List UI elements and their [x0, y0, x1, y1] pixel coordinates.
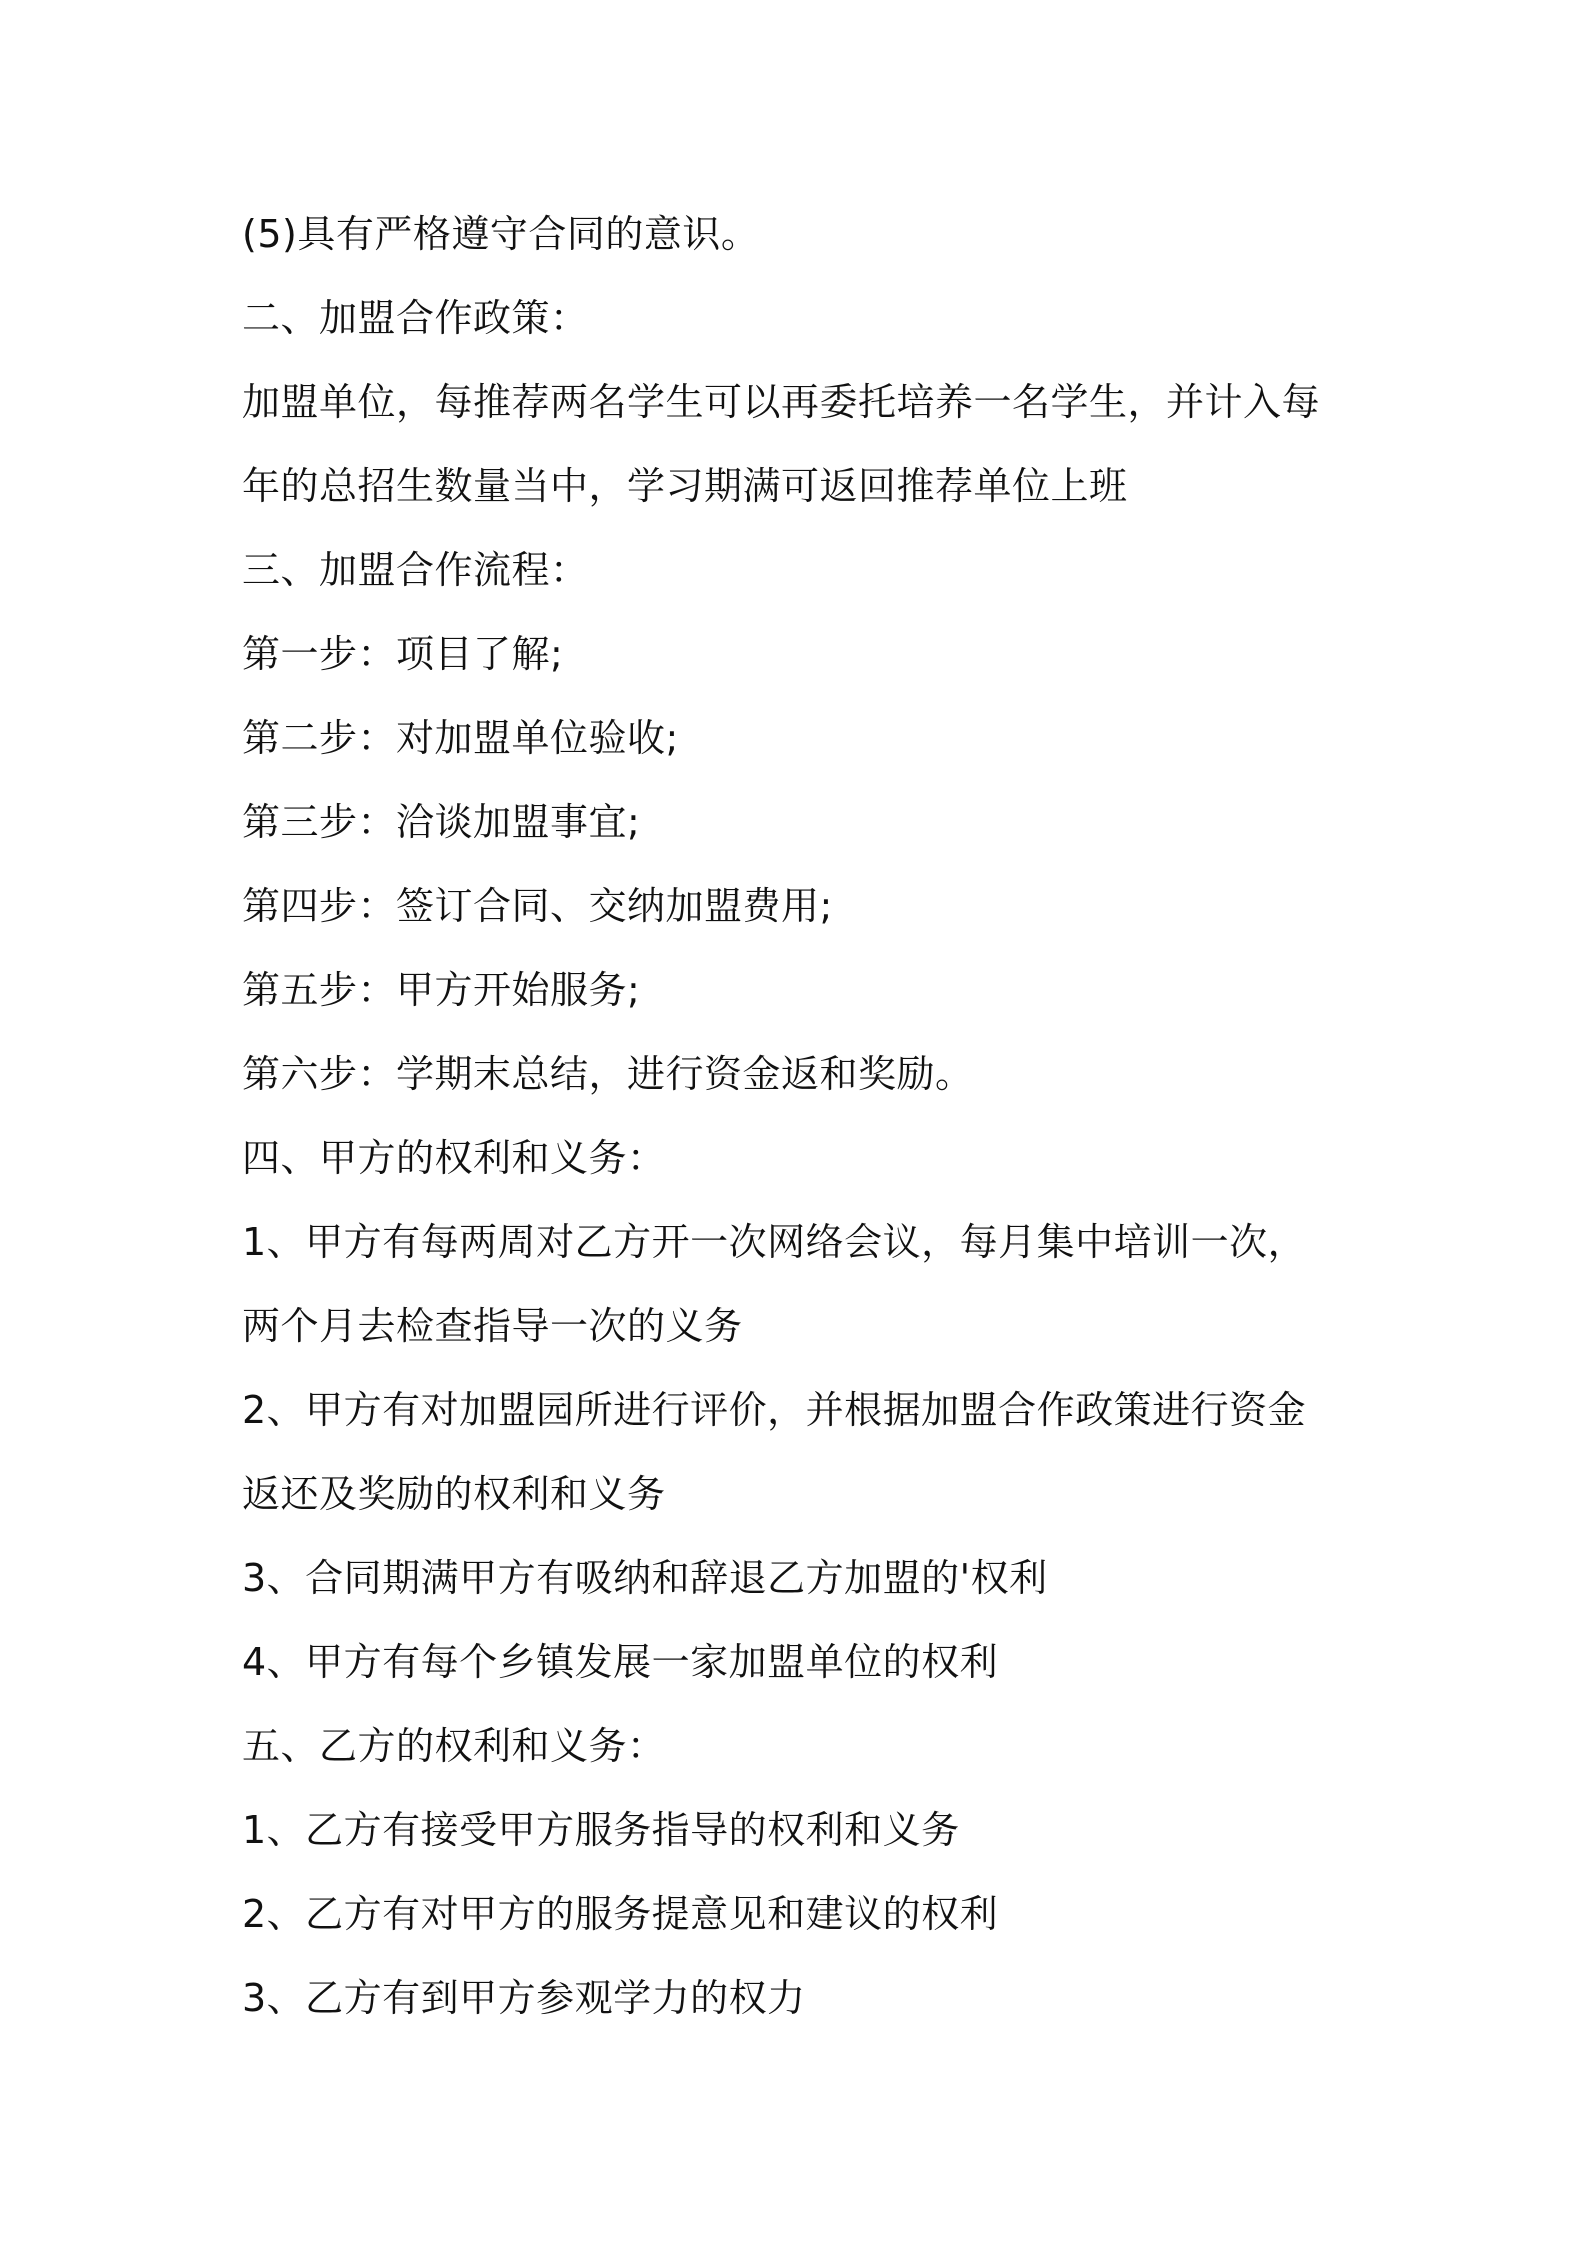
- text-line: 加盟单位，每推荐两名学生可以再委托培养一名学生，并计入每: [242, 380, 1321, 424]
- step-item: 第六步：学期末总结，进行资金返和奖励。: [242, 1052, 974, 1096]
- step-item: 第一步：项目了解;: [242, 632, 564, 676]
- text-line: 年的总招生数量当中，学习期满可返回推荐单位上班: [242, 464, 1128, 508]
- step-item: 第二步：对加盟单位验收;: [242, 716, 679, 760]
- text-line: 2、乙方有对甲方的服务提意见和建议的权利: [242, 1892, 999, 1936]
- section-heading: 五、乙方的权利和义务：: [242, 1724, 666, 1768]
- text-line: 3、合同期满甲方有吸纳和辞退乙方加盟的'权利: [242, 1556, 1048, 1600]
- document-body: [242, 192, 1392, 2040]
- text-line: 2、甲方有对加盟园所进行评价，并根据加盟合作政策进行资金: [242, 1388, 1307, 1432]
- text-line: 两个月去检查指导一次的义务: [242, 1304, 743, 1348]
- text-line: 4、甲方有每个乡镇发展一家加盟单位的权利: [242, 1640, 999, 1684]
- section-heading: 三、加盟合作流程：: [242, 548, 589, 592]
- text-line: 返还及奖励的权利和义务: [242, 1472, 666, 1516]
- step-item: 第五步：甲方开始服务;: [242, 968, 641, 1012]
- text-line: 3、乙方有到甲方参观学力的权力: [242, 1976, 806, 2020]
- section-heading: 二、加盟合作政策：: [242, 296, 589, 340]
- step-item: 第三步：洽谈加盟事宜;: [242, 800, 641, 844]
- text-line: 1、甲方有每两周对乙方开一次网络会议，每月集中培训一次，: [242, 1220, 1307, 1264]
- step-item: 第四步：签订合同、交纳加盟费用;: [242, 884, 833, 928]
- section-heading: 四、甲方的权利和义务：: [242, 1136, 666, 1180]
- text-line: (5)具有严格遵守合同的意识。: [242, 212, 760, 256]
- text-line: 1、乙方有接受甲方服务指导的权利和义务: [242, 1808, 960, 1852]
